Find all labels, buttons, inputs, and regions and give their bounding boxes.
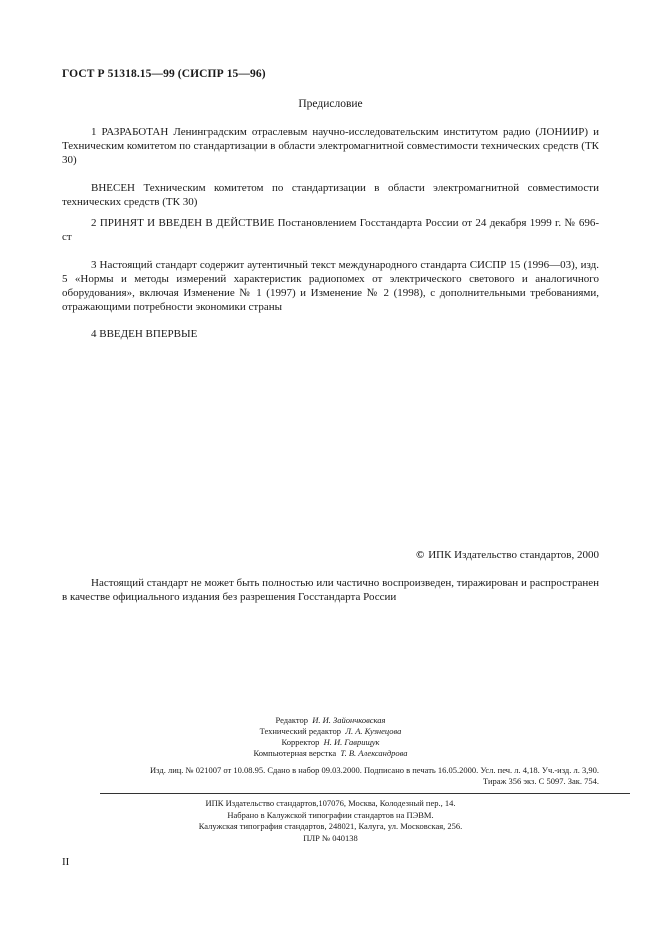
copyright-symbol: © [415,549,425,561]
copyright-text: ИПК Издательство стандартов, 2000 [428,549,599,561]
imprint-line-1: Изд. лиц. № 021007 от 10.08.95. Сдано в набор 09.03.2000. Подписано в печать 16.05.2000. Усл. печ. л. 4,18. Уч.-изд. л. 3,90. [150,765,599,775]
imprint-block [62,765,599,787]
imprint-line-2: Тираж 356 экз. С 5097. Зак. 754. [482,776,599,786]
paragraph-first-introduced [62,327,599,341]
paragraph-adopted-text: 2 ПРИНЯТ И ВВЕДЕН В ДЕЙСТВИЕ Постановлением Госстандарта России от 24 декабря 1999 г. № 696-ст [62,217,599,243]
paragraph-first-introduced-text: 4 ВВЕДЕН ВПЕРВЫЕ [91,328,198,340]
standard-code-header: ГОСТ Р 51318.15—99 (СИСПР 15—96) [62,68,266,80]
press-line-3: Калужская типография стандартов, 248021, Калуга, ул. Московская, 256. [198,821,463,831]
paragraph-content-text: 3 Настоящий стандарт содержит аутентичный текст международного стандарта СИСПР 15 (1996—03), изд. 5 «Нормы и методы измерений характеристик радиопомех от электрического светового и аналогичного оборудования», включая Изменение № 1 (1997) и Изменение № 2 (1998), с дополнительными требованиями, отражающими потребности экономики страны [62,259,599,313]
paragraph-adopted [62,216,599,244]
press-line-4: ПЛР № 040138 [303,832,358,843]
reproduction-notice [62,576,599,604]
divider-line [100,793,630,794]
credit-editor: Редактор И. И. Зайончковская [275,715,386,725]
page-number: II [62,856,70,868]
press-line-1: ИПК Издательство стандартов,107076, Москва, Колодезный пер., 14. [205,798,456,808]
copyright-line [416,549,599,561]
credit-layout: Компьютерная верстка Т. В. Александрова [253,748,408,758]
paragraph-submitted-text: ВНЕСЕН Техническим комитетом по стандартизации в области электромагнитной совместимости технических средств (ТК 30) [62,182,599,208]
printing-house-block [0,798,661,844]
section-title: Предисловие [298,98,363,110]
press-line-2: Набрано в Калужской типографии стандартов на ПЭВМ. [227,809,434,820]
paragraph-developed [62,125,599,167]
credit-tech-editor: Технический редактор Л. А. Кузнецова [259,726,402,736]
credit-corrector: Корректор Н. И. Гаврищук [281,737,380,747]
paragraph-developed-text: 1 РАЗРАБОТАН Ленинградским отраслевым научно-исследовательским институтом радио (ЛОНИИР) и Техническим комитетом по стандартизации в области электромагнитной совместимости технических средств (ТК 30) [62,126,599,166]
credits-block [0,715,661,759]
reproduction-notice-text: Настоящий стандарт не может быть полностью или частично воспроизведен, тиражирован и распространен в качестве официального издания без разрешения Госстандарта России [62,577,599,603]
paragraph-submitted [62,181,599,209]
paragraph-content [62,258,599,314]
